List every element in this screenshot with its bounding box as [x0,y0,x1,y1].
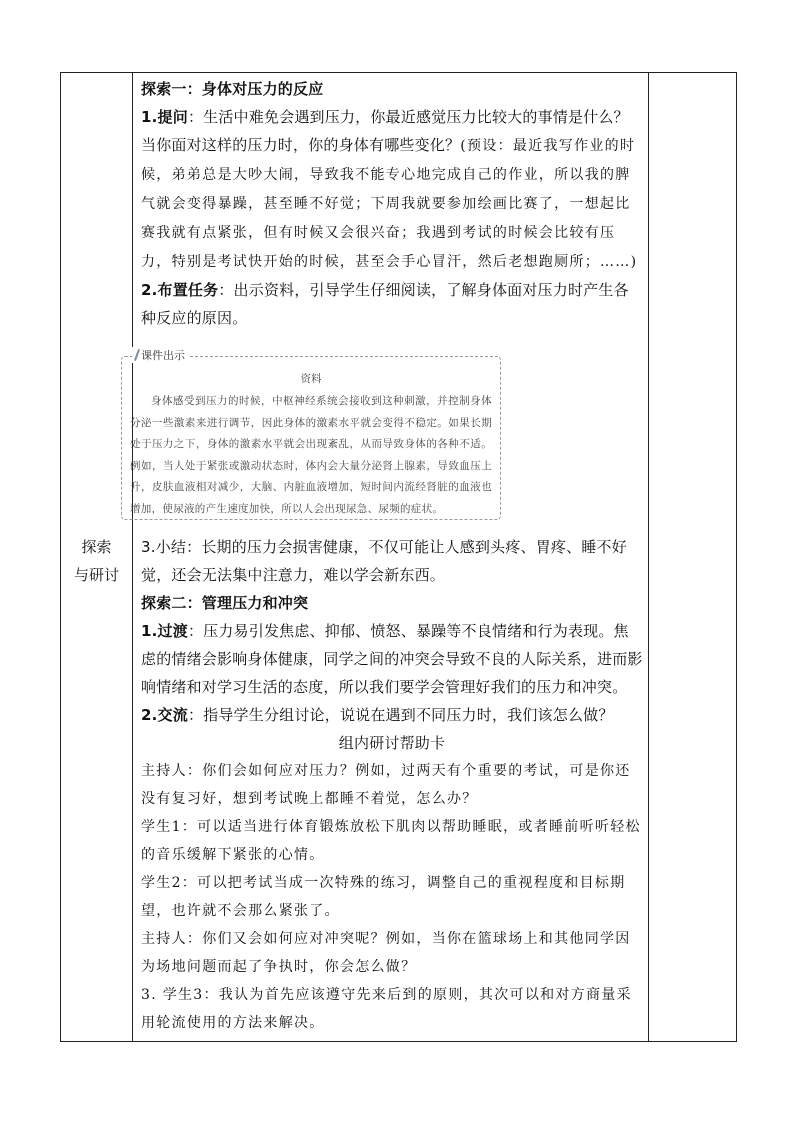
summary-label: 3.小结 [141,538,187,556]
help-card-title: 组内研讨帮助卡 [338,734,446,752]
task-paragraph [141,276,643,332]
dialog-line: 3. 学生3：我认为首先应该遵守先来后到的原则，其次可以和对方商量采用轮流使用的方法来解决。 [141,987,632,1031]
row-label [61,533,132,589]
card-title: 资料 [300,373,322,385]
transition-label: 1.过渡 [141,622,188,640]
summary-paragraph [141,533,643,589]
card-body: 身体感受到压力的时候，中枢神经系统会接收到这种刺激，并控制身体分泌一些激素来进行调节，因此身体的激素水平就会变得不稳定。如果长期处于压力之下，身体的激素水平就会出现紊乱，从而导致身体的各种不适。例如，当人处于紧张或激动状态时，体内会大量分泌肾上腺素，导致血压上升，皮肤血液相对减少，大脑、内脏血液增加，短时间内流经肾脏的血液也增加，使尿液的产生速度加快，所以人会出现尿急、尿频的症状。 [130,395,492,515]
explore2-heading: 探索二：管理压力和冲突 [141,594,309,612]
content-cell-lower [141,533,643,1037]
row-label-line-2: 与研讨 [73,566,119,584]
summary-text: ：长期的压力会损害健康，不仅可能让人感到头疼、胃疼、睡不好觉，还会无法集中注意力，难以学会新东西。 [141,538,627,584]
task-label: 2.布置任务 [141,281,219,299]
column-divider-left [132,73,133,1041]
question-paragraph [141,103,643,276]
material-card [121,349,501,520]
dialog-line: 学生1：可以适当进行体育锻炼放松下肌肉以帮助睡眠，或者睡前听听轻松的音乐缓解下紧张的心情。 [141,819,641,863]
transition-text: ：压力易引发焦虑、抑郁、愤怒、暴躁等不良情绪和行为表现。焦虑的情绪会影响身体健康，同学之间的冲突会导致不良的人际关系，进而影响情绪和对学习生活的态度，所以我们要学会管理好我们的压力和冲突。 [141,622,643,696]
dialog-line: 学生2：可以把考试当成一次特殊的练习，调整自己的重视程度和目标期望，也许就不会那么紧张了。 [141,875,626,919]
column-divider-right [648,73,649,1041]
card-tag: 课件出示 [132,347,189,363]
content-cell [141,73,643,332]
preset-text: (预设：最近我写作业的时候，弟弟总是大吵大闹，导致我不能专心地完成自己的作业，所以我的脾气就会变得暴躁，甚至睡不好觉；下周我就要参加绘画比赛了，一想起比赛我就有点紧张，但有时候又会很兴奋；我遇到考试的时候会比较有压力，特别是考试快开始的时候，甚至会手心冒汗，然后老想跑厕所；……) [141,138,638,270]
dialog-line: 主持人：你们会如何应对压力？例如，过两天有个重要的考试，可是你还没有复习好，想到考试晚上都睡不着觉，怎么办？ [141,763,631,807]
task-text: ：出示资料，引导学生仔细阅读，了解身体面对压力时产生各种反应的原因。 [141,281,629,327]
transition-paragraph [141,617,643,701]
communication-paragraph [141,701,643,729]
communication-text: ：指导学生分组讨论，说说在遇到不同压力时，我们该怎么做？ [187,706,614,724]
explore1-heading: 探索一：身体对压力的反应 [141,80,324,98]
row-label-line-1: 探索 [81,538,112,556]
question-label: 1.提问 [141,108,188,126]
question-text: ：生活中难免会遇到压力，你最近感觉压力比较大的事情是什么？当你面对这样的压力时，你的身体有哪些变化？ [141,108,629,154]
communication-label: 2.交流 [141,706,188,724]
lesson-table [60,72,737,1042]
dialog-line: 主持人：你们又会如何应对冲突呢？例如，当你在篮球场上和其他同学因为场地问题而起了争执时，你会怎么做？ [141,931,631,975]
